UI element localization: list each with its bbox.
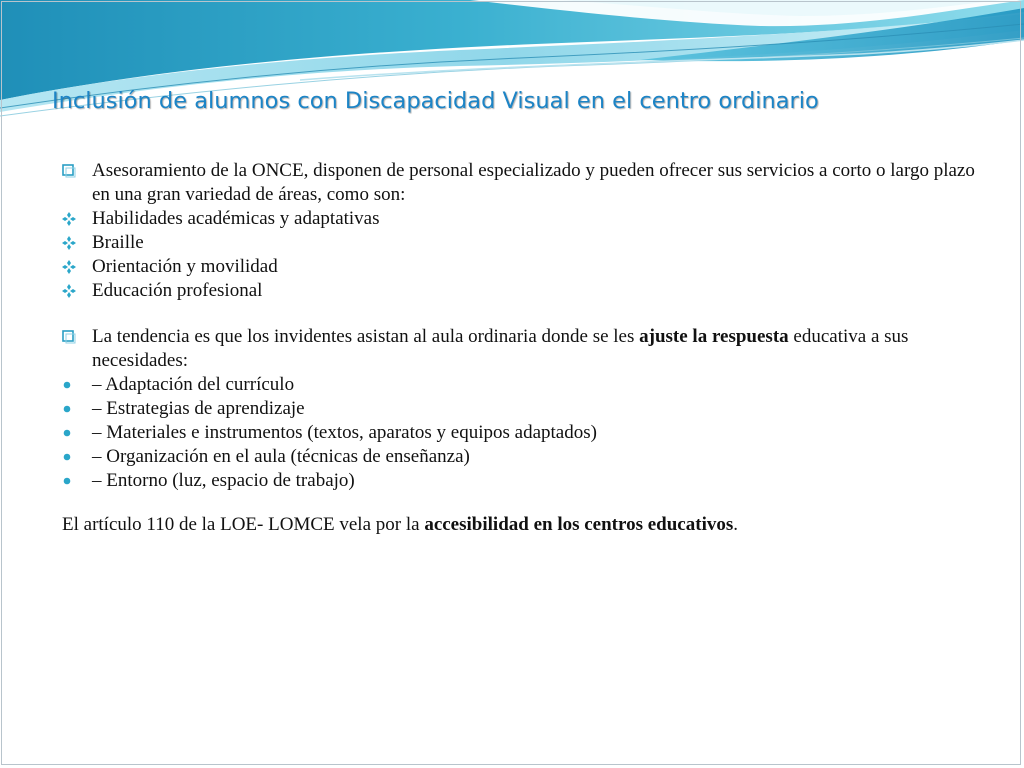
section2-item: – Adaptación del currículo: [92, 374, 295, 395]
section1-item: Educación profesional: [92, 280, 263, 301]
round-dot-icon: [62, 445, 84, 469]
hollow-square-icon: [62, 159, 84, 183]
hollow-square-icon: [62, 325, 84, 349]
slide-title: Inclusión de alumnos con Discapacidad Visual en el centro ordinario: [52, 88, 819, 114]
list-item: [62, 397, 982, 421]
section1-item: Orientación y movilidad: [92, 256, 278, 277]
section2-text-before: La tendencia es que los invidentes asistan al aula ordinaria donde se les: [92, 326, 640, 347]
round-dot-icon: [62, 469, 84, 493]
list-item: [62, 279, 982, 303]
list-item: [62, 373, 982, 397]
closing-text-after: .: [733, 514, 738, 535]
closing-text-bold: accesibilidad en los centros educativos: [424, 514, 734, 535]
list-item: [62, 421, 982, 445]
section2-text-after: educativa a sus necesidades:: [92, 326, 909, 371]
list-item: [62, 255, 982, 279]
section1-item: Habilidades académicas y adaptativas: [92, 208, 380, 229]
list-item: [62, 231, 982, 255]
closing-text-before: El artículo 110 de la LOE- LOMCE vela por la: [62, 514, 425, 535]
list-item: [62, 469, 982, 493]
round-dot-icon: [62, 421, 84, 445]
section1-paragraph: [62, 159, 982, 207]
section2-item: – Materiales e instrumentos (textos, aparatos y equipos adaptados): [92, 422, 597, 443]
round-dot-icon: [62, 397, 84, 421]
list-item: [62, 445, 982, 469]
slide-content: [62, 159, 982, 537]
diamond-cluster-icon: [62, 279, 84, 303]
round-dot-icon: [62, 373, 84, 397]
section2-item: – Entorno (luz, espacio de trabajo): [92, 470, 355, 491]
diamond-cluster-icon: [62, 207, 84, 231]
section2-paragraph: [62, 325, 982, 373]
list-item: [62, 207, 982, 231]
diamond-cluster-icon: [62, 231, 84, 255]
section2-item: – Organización en el aula (técnicas de enseñanza): [92, 446, 470, 467]
diamond-cluster-icon: [62, 255, 84, 279]
section2-item: – Estrategias de aprendizaje: [92, 398, 305, 419]
section2-text-bold: ajuste la respuesta: [639, 326, 789, 347]
section1-text: Asesoramiento de la ONCE, disponen de personal especializado y pueden ofrecer sus servicios a corto o largo plazo en una gran variedad de áreas, como son:: [92, 160, 975, 205]
section1-item: Braille: [92, 232, 144, 253]
closing-paragraph: [62, 513, 982, 537]
